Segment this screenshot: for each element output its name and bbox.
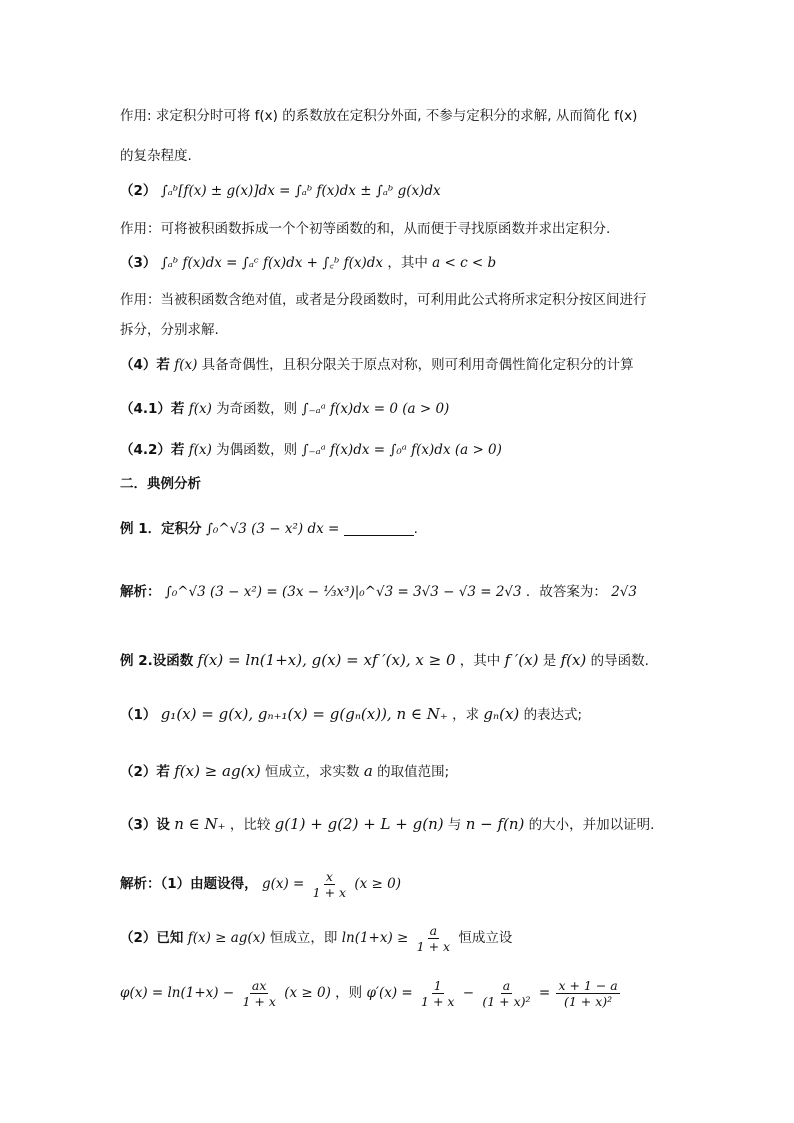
solution-2-ln-fraction [415,923,452,954]
property-4-2-formula: ∫₋ₐᵃ f(x)dx = ∫₀ᵃ f(x)dx (a > 0) [301,442,502,458]
example-2-line [120,650,649,671]
part-3-text-b: ，比较 [229,817,271,833]
phi-equals: = [538,985,551,1001]
solution-1-text: ．故答案为： [525,584,607,600]
property-2-label: （2） [120,183,157,199]
solution-2-text-c: 恒成立设 [458,930,513,946]
phi-condition: (x ≥ 0) [284,985,331,1001]
example-2-text-d: 的导函数. [590,653,649,669]
property-4-text-a: （4）若 [120,357,170,373]
solution-2-lhs: g(x) = [261,876,305,892]
phi-numerator-4: x + 1 − a [558,978,618,993]
phi-definition-lhs: φ(x) = ln(1+x) − [120,985,235,1001]
property-4-1-formula: ∫₋ₐᵃ f(x)dx = 0 (a > 0) [301,401,450,417]
phi-denominator-3: (1 + x)² [482,994,531,1009]
part-1-formula: g₁(x) = g(x), gₙ₊₁(x) = g(gₙ(x)), n ∈ N₊ [160,705,448,723]
phi-fraction-1 [240,978,277,1009]
property-4-1-text-a: （4.1）若 [120,401,185,417]
answer-blank [344,521,414,536]
part-3-n: n ∈ N₊ [174,815,226,833]
solution-2-fraction [311,869,348,900]
property-4-2-line [120,440,502,460]
section-heading: 二．典例分析 [120,476,201,492]
part-2-text-b: 恒成立，求实数 [265,764,360,780]
phi-denominator-4: (1 + x)² [564,994,613,1009]
property-3-label: （3） [120,255,157,271]
phi-text-then: ，则 [335,985,363,1001]
phi-fraction-2 [419,978,456,1009]
solution-1-answer: 2√3 [611,584,637,600]
property-4-2-fx: f(x) [188,442,212,458]
property-2-formula: ∫ₐᵇ[f(x) ± g(x)]dx = ∫ₐᵇ f(x)dx ± ∫ₐᵇ g(x)dx [160,183,441,199]
part-3-label: （3）设 [120,817,170,833]
part-1-gn: gₙ(x) [483,705,520,723]
phi-numerator-2: 1 [433,978,442,993]
property-3-formula: ∫ₐᵇ f(x)dx = ∫ₐᶜ f(x)dx + ∫꜀ᵇ f(x)dx [160,255,384,271]
example-2-text-c: 是 [542,653,557,669]
phi-fraction-3 [480,978,532,1009]
property-3-condition: a < c < b [432,255,497,271]
property-4-text-b: 具备奇偶性，且积分限关于原点对称，则可利用奇偶性简化定积分的计算 [201,357,634,373]
example-1-formula: ∫₀^√3 (3 − x²) dx = [205,521,340,537]
property-4-2-text-b: 为偶函数，则 [216,442,298,458]
phi-numerator-1: ax [251,978,267,993]
part-1-label: （1） [120,707,157,723]
phi-denominator-2: 1 + x [421,994,455,1009]
solution-1-label: 解析： [120,584,161,600]
phi-denominator-1: 1 + x [242,994,276,1009]
part-3-text-c: 与 [447,817,462,833]
phi-fraction-4 [556,978,619,1009]
solution-2-numerator: x [325,869,333,884]
part-2-a: a [363,762,373,780]
solution-2-line-3 [120,978,622,1009]
example-2-fx: f(x) [560,651,587,669]
part-3-text-d: 的大小，并加以证明. [528,817,655,833]
part-2-label: （2）若 [120,764,170,780]
part-2-formula: f(x) ≥ ag(x) [174,762,261,780]
solution-2-ln-denominator: 1 + x [416,939,451,954]
solution-2-condition: (x ≥ 0) [354,876,402,892]
example-2-formula: f(x) = ln(1+x), g(x) = xf ′(x), x ≥ 0 [197,651,456,669]
solution-2-text-b: 恒成立，即 [269,930,338,946]
property-3-line [120,253,496,273]
example-1-line [120,519,418,539]
property-4-1-text-b: 为奇函数，则 [216,401,298,417]
solution-2-ln-lhs: ln(1+x) ≥ [341,930,409,946]
example-2-part-3-line [120,814,654,835]
part-3-sum: g(1) + g(2) + L + g(n) [274,815,444,833]
solution-2-label: 解析：（1）由题设得， [120,876,258,892]
text-line-4: 作用：可将被积函数拆成一个个初等函数的和，从而便于寻找原函数并求出定积分. [120,221,611,237]
property-4-1-line [120,399,449,419]
property-4-fx: f(x) [174,357,198,373]
example-2-part-2-line [120,761,449,782]
example-2-text-b: ，其中 [459,653,501,669]
solution-2-part-2-label: （2）已知 [120,930,184,946]
example-1-period: . [413,521,418,537]
solution-2-inequality: f(x) ≥ ag(x) [187,930,266,946]
solution-2-line-1 [120,869,401,900]
text-line-1: 作用: 求定积分时可将 f(x) 的系数放在定积分外面, 不参与定积分的求解, 从而简化 f(x) [120,108,638,124]
property-4-1-fx: f(x) [188,401,212,417]
text-line-7: 拆分，分别求解. [120,322,219,338]
phi-derivative-lhs: φ′(x) = [366,985,413,1001]
phi-numerator-3: a [502,978,511,993]
property-3-tail: ，其中 [387,255,428,271]
solution-2-denominator: 1 + x [312,885,347,900]
example-2-label: 例 2.设函数 [120,653,194,669]
part-1-text-b: ，求 [452,707,480,723]
text-line-2: 的复杂程度. [120,148,192,164]
example-1-solution-line [120,582,637,602]
solution-2-ln-numerator: a [429,923,438,938]
property-4-2-text-a: （4.2）若 [120,442,185,458]
property-2-line [120,181,441,201]
solution-1-formula: ∫₀^√3 (3 − x²) = (3x − ⅓x³)|₀^√3 = 3√3 − √3 = 2√3 [164,584,522,600]
phi-minus: − [462,985,475,1001]
solution-2-line-2 [120,923,512,954]
part-3-compare: n − f(n) [465,815,525,833]
property-4-line [120,355,634,375]
part-1-text-c: 的表达式; [523,707,583,723]
text-line-6: 作用：当被积函数含绝对值，或者是分段函数时，可利用此公式将所求定积分按区间进行 [120,292,647,308]
example-1-label: 例 1．定积分 [120,521,202,537]
example-2-part-1-line [120,704,582,725]
part-2-text-c: 的取值范围; [377,764,450,780]
example-2-derivative: f ′(x) [504,651,539,669]
